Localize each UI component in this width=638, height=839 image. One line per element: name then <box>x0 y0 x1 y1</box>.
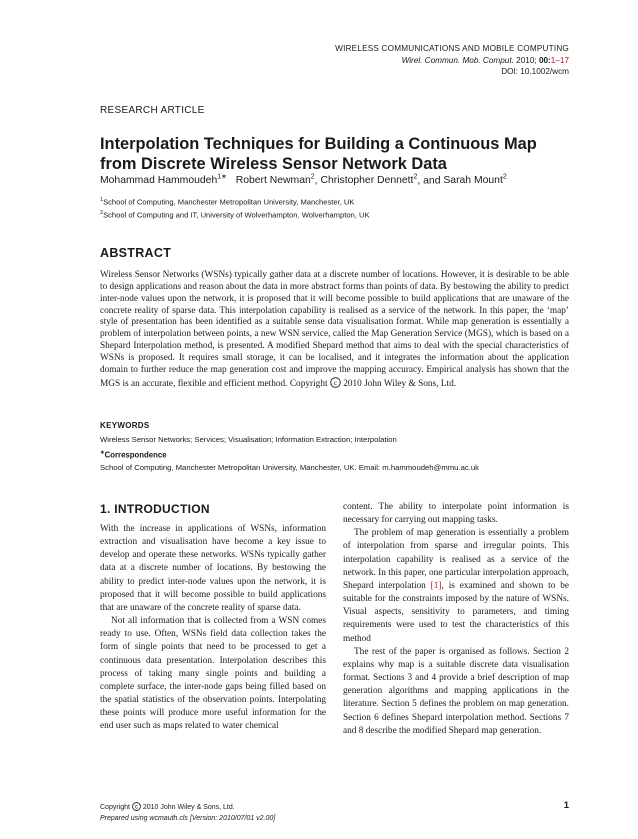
author: Robert Newman$^2$ <box>235 174 315 187</box>
author-affil-mark: 2 <box>310 174 315 181</box>
keywords-heading: KEYWORDS <box>100 421 150 430</box>
doi: DOI: 10.1002/wcm <box>501 67 569 76</box>
abstract-heading: ABSTRACT <box>100 246 172 260</box>
page-footer <box>100 802 275 824</box>
copyright-icon <box>132 802 141 811</box>
page-number: 1 <box>563 800 569 811</box>
citation-pages-link[interactable]: 1–17 <box>550 55 569 65</box>
correspondence-heading: ∗Correspondence <box>100 450 167 460</box>
affiliations <box>100 195 370 221</box>
article-type: RESEARCH ARTICLE <box>100 105 205 116</box>
paragraph: content. The ability to interpolate point information is necessary for carrying out mapping tasks. <box>343 502 569 526</box>
footer-copyright: Copyright c 2010 John Wiley & Sons, Ltd. <box>100 804 235 811</box>
author-affil-mark: 2 <box>413 174 418 181</box>
paragraph: With the increase in applications of WSNs, information extraction and visualisation have become a key issue to develop and operate these networks. WSNs typically gather data at a discrete number of locations. By bestowing the ability to predict inter-node values upon the network, it is proposed that it will become possible to build applications that are unaware of the concrete reality of sparse data. <box>100 524 326 613</box>
affiliation: $^2$School of Computing and IT, University of Wolverhampton, Wolverhampton, UK <box>100 210 370 220</box>
author: Sarah Mount$^2$ <box>443 174 507 187</box>
left-column <box>100 523 326 734</box>
keywords-list: Wireless Sensor Networks; Services; Visualisation; Information Extraction; Interpolation <box>100 435 397 444</box>
citation-volume: 00: <box>538 55 551 65</box>
citation-prefix: Wirel. Commun. Mob. Comput. <box>401 55 514 65</box>
journal-header <box>335 43 569 78</box>
abstract-body: Wireless Sensor Networks (WSNs) typically gather data at a discrete number of locations. However, it is desirable to be able to design applications and reason about the data in more abstract forms than points of data. By bestowing the ability to predict inter-node values upon the network, it is proposed that it will become possible to build applications that are unaware of the concrete reality of sparse data. This interpolation capability is realised as a service of the network. In this paper, the ‘map’ style of presentation has been identified as a suitable sense data visualisation format. While map generation is essentially a problem of interpolation between points, a new WSN service, called the Map Generation Service (MGS), which is based on a Shepard Interpolation method, is presented. A modified Shepard method that aims to deal with the special characteristics of WSNs is proposed. It requires small storage, it can be localised, and it integrates the information about the application domain to further reduce the map generation cost and improve the mapping accuracy. Empirical analysis has shown that the MGS is an accurate, flexible and efficient method. Copyright c 2010 John Wiley & Sons, Ltd. <box>100 270 569 389</box>
author: Christopher Dennett$^2$ <box>320 174 418 187</box>
author-list: Mohammad Hammoudeh$^{1∗}$ Robert Newman$^2$, Christopher Dennett$^2$, and Sarah Mount$^2$ <box>100 174 507 187</box>
section-heading-introduction: 1. INTRODUCTION <box>100 502 210 516</box>
right-column <box>343 501 569 738</box>
author-affil-mark: 2 <box>502 174 507 181</box>
paragraph: The rest of the paper is organised as follows. Section 2 explains why map is a suitable discrete data visualisation format. Sections 3 and 4 provide a brief description of map generation algorithms and mapping applications in the literature. Section 5 defines the problem on map generation. Section 6 defines Shepard interpolation method. Sections 7 and 8 describe the modified Shepard map generation. <box>343 646 569 736</box>
author: Mohammad Hammoudeh$^{1∗}$ <box>100 174 228 187</box>
svg-text:c: c <box>134 804 138 811</box>
footer-prepared-note: Prepared using wcmauth.cls [Version: 2010/07/01 v2.00] <box>100 815 276 822</box>
citation-year: 2010; <box>516 55 537 65</box>
journal-name: WIRELESS COMMUNICATIONS AND MOBILE COMPUTING <box>335 44 569 53</box>
paragraph: Not all information that is collected from a WSN comes ready to use. Often, WSNs field data collection takes the form of single points that need to be processed to get a continuous data presentation. Interpolation describes this process of taking many single points and building a complete surface, the inter-node gaps being filled based on the spatial statistics of the observation points. Interpolating these points will produce more useful information for the end user such as maps related to water chemical <box>100 616 326 732</box>
paragraph: The problem of map generation is essentially a problem of interpolation from sparse and irregular points. This interpolation capability is realised as a service of the network. In this paper, one particular interpolation approach, Shepard interpolation [1], is examined and shown to be suitable for the constraints imposed by the nature of WSNs. Visual aspects, sensitivity to parameters, and timing requirements were used to test the characteristics of this method <box>343 528 569 644</box>
paper-title: Interpolation Techniques for Building a Continuous Map from Discrete Wireless Sensor Network Data <box>100 135 537 173</box>
copyright-icon <box>330 377 341 388</box>
author-affil-mark: 1∗ <box>217 174 228 181</box>
journal-citation <box>335 55 569 67</box>
svg-text:c: c <box>333 377 338 387</box>
citation-link[interactable]: [1] <box>430 580 442 591</box>
affiliation: $^1$School of Computing, Manchester Metropolitan University, Manchester, UK <box>100 197 355 207</box>
correspondence-address: School of Computing, Manchester Metropolitan University, Manchester, UK. Email: m.hammoudeh@mmu.ac.uk <box>100 463 479 472</box>
